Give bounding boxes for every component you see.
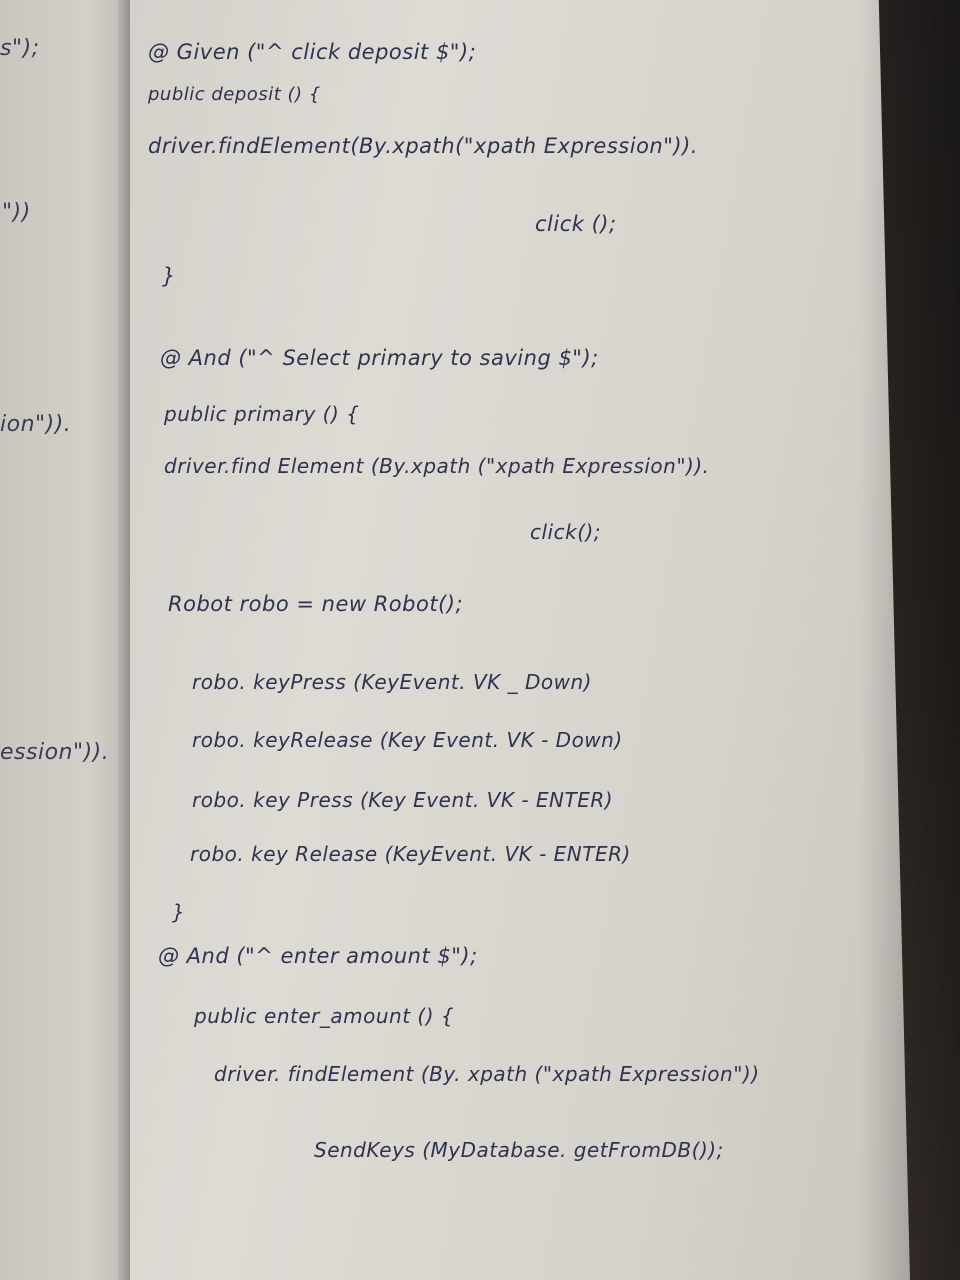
deposit-method: public deposit () { [148,84,321,105]
primary-find-element: driver.find Element (By.xpath ("xpath Expression")). [164,454,710,478]
robo-keyrelease-down: robo. keyRelease (Key Event. VK - Down) [192,728,623,752]
left-fragment-1: s"); [0,36,40,61]
amount-find-element: driver. findElement (By. xpath ("xpath Expression")) [214,1062,760,1086]
left-notebook-page [0,0,130,1280]
primary-click: click(); [530,520,602,544]
left-fragment-2: ")) [2,200,31,225]
robo-keypress-down: robo. keyPress (KeyEvent. VK _ Down) [192,670,592,694]
robo-keyrelease-enter: robo. key Release (KeyEvent. VK - ENTER) [190,842,631,866]
right-notebook-page [130,0,910,1280]
left-fragment-4: ession")). [0,740,110,765]
page-edge-shadow [860,0,960,1280]
primary-annotation: @ And ("^ Select primary to saving $"); [160,346,599,370]
primary-method: public primary () { [164,402,360,426]
deposit-click: click (); [535,212,617,236]
amount-sendkeys: SendKeys (MyDatabase. getFromDB()); [314,1138,724,1162]
deposit-annotation: @ Given ("^ click deposit $"); [148,40,477,64]
primary-close-brace: } [172,900,186,924]
left-fragment-3: ion")). [0,412,72,437]
deposit-close-brace: } [162,264,176,288]
deposit-find-element: driver.findElement(By.xpath("xpath Expression")). [148,134,698,158]
amount-annotation: @ And ("^ enter amount $"); [158,944,478,968]
robot-instantiation: Robot robo = new Robot(); [168,592,464,616]
robo-keypress-enter: robo. key Press (Key Event. VK - ENTER) [192,788,614,812]
amount-method: public enter_amount () { [194,1004,455,1028]
